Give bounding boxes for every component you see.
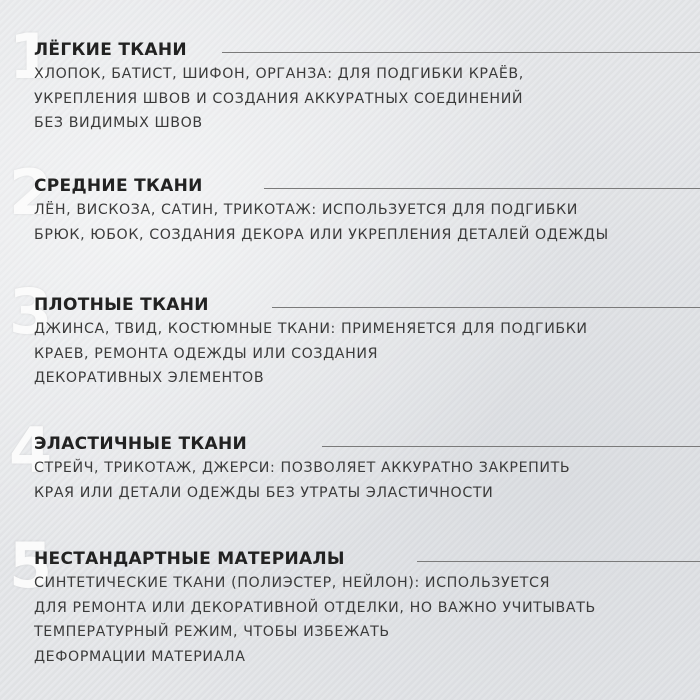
description-line: ТЕМПЕРАТУРНЫЙ РЕЖИМ, ЧТОБЫ ИЗБЕЖАТЬ [34,624,390,640]
section-title: СРЕДНИЕ ТКАНИ [34,176,203,196]
section-elastic-fabrics [0,414,700,562]
section-title-row [34,547,700,571]
description-line: УКРЕПЛЕНИЯ ШВОВ И СОЗДАНИЯ АККУРАТНЫХ СОЕДИНЕНИЙ [34,90,524,107]
section-nonstandard-materials [0,529,700,677]
description-line: ДЖИНСА, ТВИД, КОСТЮМНЫЕ ТКАНИ: ПРИМЕНЯЕТСЯ ДЛЯ ПОДГИБКИ [34,321,588,337]
title-divider-line [222,52,700,53]
description-line: ДЛЯ РЕМОНТА ИЛИ ДЕКОРАТИВНОЙ ОТДЕЛКИ, НО ВАЖНО УЧИТЫВАТЬ [34,599,596,616]
description-line: СТРЕЙЧ, ТРИКОТАЖ, ДЖЕРСИ: ПОЗВОЛЯЕТ АККУРАТНО ЗАКРЕПИТЬ [34,460,571,476]
section-number: 2 [9,156,53,229]
section-description [34,456,570,505]
section-medium-fabrics [0,156,700,304]
title-divider-line [322,446,700,447]
section-title-row [34,432,700,456]
section-description [34,62,524,136]
section-title: ЭЛАСТИЧНЫЕ ТКАНИ [34,434,248,454]
title-divider-line [264,188,700,189]
description-line: БЕЗ ВИДИМЫХ ШВОВ [34,115,203,131]
title-divider-line [417,561,700,562]
section-title: ЛЁГКИЕ ТКАНИ [34,40,187,60]
section-number: 5 [9,529,53,602]
description-line: БРЮК, ЮБОК, СОЗДАНИЯ ДЕКОРА ИЛИ УКРЕПЛЕНИЯ ДЕТАЛЕЙ ОДЕЖДЫ [34,226,609,243]
description-line: КРАЯ ИЛИ ДЕТАЛИ ОДЕЖДЫ БЕЗ УТРАТЫ ЭЛАСТИЧНОСТИ [34,484,494,501]
description-line: КРАЕВ, РЕМОНТА ОДЕЖДЫ ИЛИ СОЗДАНИЯ [34,345,379,362]
section-title-row [34,293,700,317]
section-title-row [34,174,700,198]
section-number: 3 [9,275,53,348]
section-number: 1 [9,20,53,93]
section-title: ПЛОТНЫЕ ТКАНИ [34,295,209,315]
section-description [34,317,588,391]
section-description [34,198,609,247]
section-description [34,571,596,669]
description-line: СИНТЕТИЧЕСКИЕ ТКАНИ (ПОЛИЭСТЕР, НЕЙЛОН): ИСПОЛЬЗУЕТСЯ [34,575,551,591]
section-dense-fabrics [0,275,700,423]
description-line: ДЕФОРМАЦИИ МАТЕРИАЛА [34,648,246,665]
section-title-row [34,38,700,62]
description-line: ХЛОПОК, БАТИСТ, ШИФОН, ОРГАНЗА: ДЛЯ ПОДГИБКИ КРАЁВ, [34,66,524,82]
section-number: 4 [9,414,53,487]
section-light-fabrics [0,20,700,168]
section-title: НЕСТАНДАРТНЫЕ МАТЕРИАЛЫ [34,549,345,569]
title-divider-line [272,307,700,308]
description-line: ЛЁН, ВИСКОЗА, САТИН, ТРИКОТАЖ: ИСПОЛЬЗУЕТСЯ ДЛЯ ПОДГИБКИ [34,202,578,218]
description-line: ДЕКОРАТИВНЫХ ЭЛЕМЕНТОВ [34,370,265,386]
